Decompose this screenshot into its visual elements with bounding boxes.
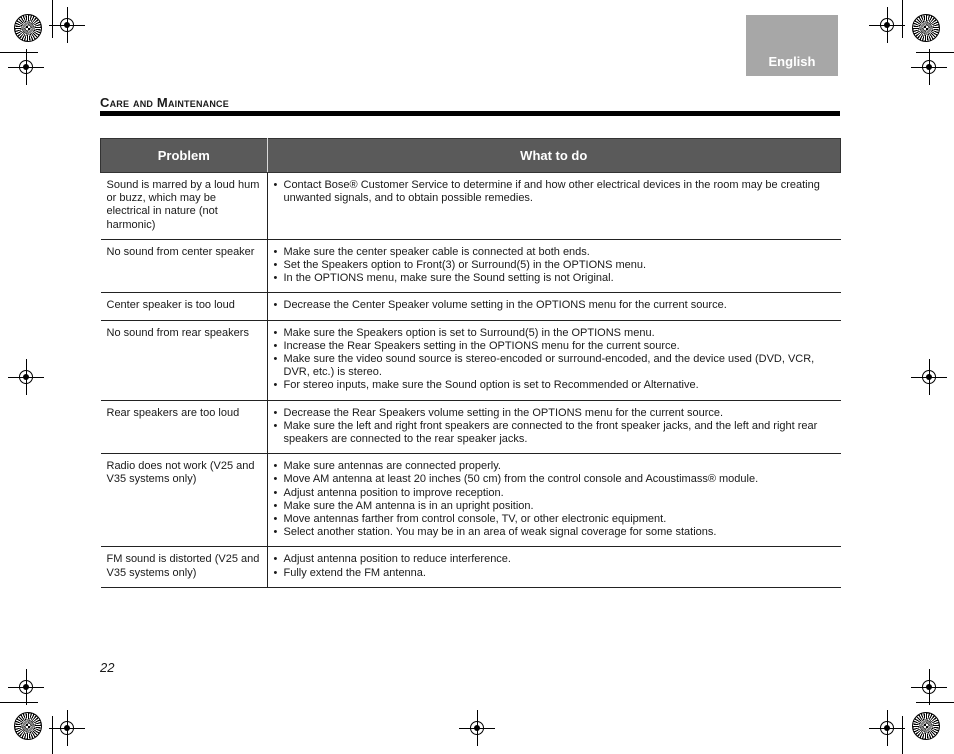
action-item: • For stereo inputs, make sure the Sound option is set to Recommended or Alternative. [274, 379, 836, 392]
action-item: • Decrease the Center Speaker volume setting in the OPTIONS menu for the current source. [274, 299, 836, 312]
actions-cell [267, 173, 841, 240]
problem-cell: FM sound is distorted (V25 and V35 systems only) [101, 547, 268, 587]
trim-line [0, 52, 38, 53]
actions-cell [267, 293, 841, 320]
trim-line [0, 702, 38, 703]
problem-cell: Sound is marred by a loud hum or buzz, which may be electrical in nature (not harmonic) [101, 173, 268, 240]
registration-mark-icon [57, 718, 77, 738]
problem-cell: Radio does not work (V25 and V35 systems only) [101, 454, 268, 547]
action-item: • Set the Speakers option to Front(3) or Surround(5) in the OPTIONS menu. [274, 259, 836, 272]
page-number: 22 [100, 660, 115, 675]
trim-line [52, 716, 53, 754]
action-item: • Decrease the Rear Speakers volume setting in the OPTIONS menu for the current source. [274, 407, 836, 420]
problem-cell: No sound from center speaker [101, 239, 268, 293]
color-bar-mark-icon [14, 14, 42, 42]
registration-mark-icon [467, 718, 487, 738]
registration-mark-icon [57, 15, 77, 35]
action-item: • Select another station. You may be in an area of weak signal coverage for some stations. [274, 526, 836, 539]
table-header-row [101, 139, 841, 173]
actions-cell [267, 547, 841, 587]
action-item: • Make sure antennas are connected properly. [274, 460, 836, 473]
actions-cell [267, 400, 841, 454]
action-item: • Make sure the center speaker cable is connected at both ends. [274, 246, 836, 259]
registration-mark-icon [919, 57, 939, 77]
title-rule [100, 111, 840, 116]
registration-mark-icon [16, 57, 36, 77]
table-row [101, 547, 841, 587]
color-bar-mark-icon [14, 712, 42, 740]
table-row [101, 239, 841, 293]
action-item: • Adjust antenna position to improve reception. [274, 487, 836, 500]
trim-line [916, 52, 954, 53]
registration-mark-icon [16, 677, 36, 697]
registration-mark-icon [919, 367, 939, 387]
action-item: • Fully extend the FM antenna. [274, 567, 836, 580]
action-item: • Make sure the AM antenna is in an upright position. [274, 500, 836, 513]
trim-line [52, 0, 53, 38]
actions-cell [267, 320, 841, 400]
action-item: • Make sure the Speakers option is set to Surround(5) in the OPTIONS menu. [274, 327, 836, 340]
color-bar-mark-icon [912, 14, 940, 42]
table-row [101, 320, 841, 400]
problem-cell: Center speaker is too loud [101, 293, 268, 320]
language-tab: English [746, 15, 838, 76]
table-row [101, 400, 841, 454]
table-row [101, 173, 841, 240]
action-item: • Make sure the left and right front speakers are connected to the front speaker jacks, and the left and right rear speakers are connected to the rear speaker jacks. [274, 420, 836, 446]
section-title: Care and Maintenance [100, 95, 229, 110]
action-item: • Increase the Rear Speakers setting in the OPTIONS menu for the current source. [274, 340, 836, 353]
registration-mark-icon [16, 367, 36, 387]
action-item: • Contact Bose® Customer Service to determine if and how other electrical devices in the room may be creating unwanted signals, and to obtain possible remedies. [274, 179, 836, 205]
actions-cell [267, 239, 841, 293]
action-item: • Move antennas farther from control console, TV, or other electronic equipment. [274, 513, 836, 526]
action-item: • Make sure the video sound source is stereo-encoded or surround-encoded, and the device used (DVD, VCR, DVR, etc.) is stereo. [274, 353, 836, 379]
registration-mark-icon [877, 718, 897, 738]
trim-line [916, 702, 954, 703]
problem-cell: No sound from rear speakers [101, 320, 268, 400]
actions-cell [267, 454, 841, 547]
header-what-to-do: What to do [267, 139, 841, 173]
registration-mark-icon [919, 677, 939, 697]
troubleshooting-table [100, 138, 841, 588]
table-row [101, 293, 841, 320]
action-item: • Adjust antenna position to reduce interference. [274, 553, 836, 566]
color-bar-mark-icon [912, 712, 940, 740]
problem-cell: Rear speakers are too loud [101, 400, 268, 454]
action-item: • Move AM antenna at least 20 inches (50 cm) from the control console and Acoustimass® module. [274, 473, 836, 486]
header-problem: Problem [101, 139, 268, 173]
registration-mark-icon [877, 15, 897, 35]
trim-line [902, 0, 903, 38]
trim-line [902, 716, 903, 754]
table-row [101, 454, 841, 547]
action-item: • In the OPTIONS menu, make sure the Sound setting is not Original. [274, 272, 836, 285]
